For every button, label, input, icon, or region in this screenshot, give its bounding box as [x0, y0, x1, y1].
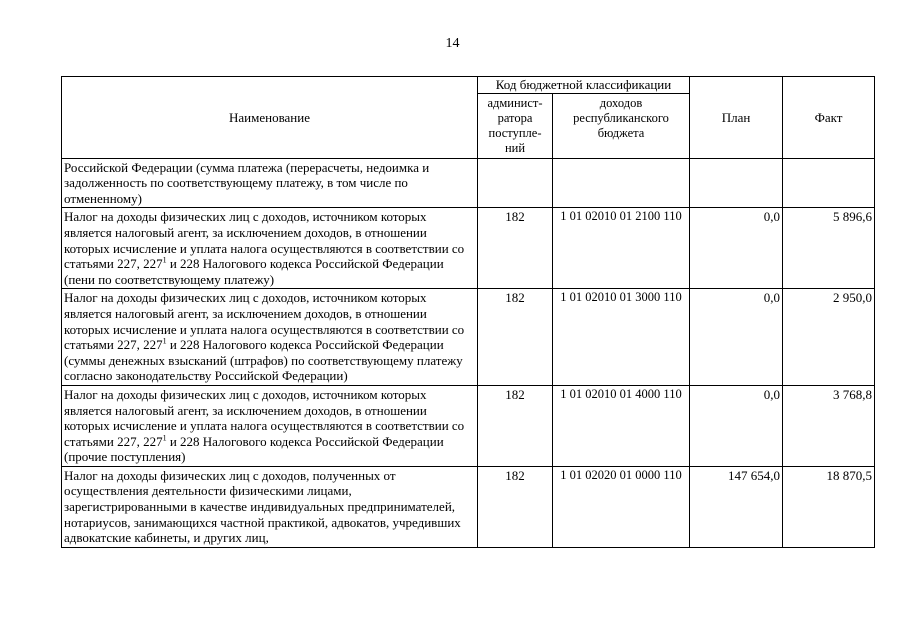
- row-revenue-code: 1 01 02010 01 4000 110: [553, 385, 690, 466]
- row-revenue-code: 1 01 02020 01 0000 110: [553, 466, 690, 547]
- header-administrator: админист-ратора поступле-ний: [478, 93, 553, 158]
- row-administrator-code: 182: [478, 385, 553, 466]
- row-name: [62, 208, 478, 289]
- row-administrator-code: [478, 158, 553, 208]
- table-row: [62, 208, 875, 289]
- row-plan: [690, 158, 783, 208]
- row-name-text-continued: и 228 Налогового кодекса Российской Федерации (суммы денежных взысканий (штрафов) по соответствующему платежу согласно законодательству Российской Федерации): [64, 337, 463, 384]
- row-name-text-continued: и 228 Налогового кодекса Российской Федерации (прочие поступления): [64, 433, 444, 465]
- table-row: [62, 385, 875, 466]
- row-administrator-code: 182: [478, 208, 553, 289]
- row-fact: 18 870,5: [783, 466, 875, 547]
- row-name: [62, 289, 478, 386]
- header-name: Наименование: [62, 77, 478, 159]
- header-plan: План: [690, 77, 783, 159]
- table-row: [62, 289, 875, 386]
- row-fact: [783, 158, 875, 208]
- row-name-text: Налог на доходы физических лиц с доходов, источником которых является налоговый агент, за исключением доходов, в отношении которых исчисление и уплата налога осуществляются в соответствии со статьями 227, 227: [64, 209, 465, 272]
- table-row: [62, 466, 875, 547]
- row-revenue-code: [553, 158, 690, 208]
- header-budget-code: Код бюджетной классификации: [478, 77, 690, 94]
- page-number: 14: [445, 36, 460, 51]
- budget-table: [61, 76, 875, 548]
- row-revenue-code: 1 01 02010 01 2100 110: [553, 208, 690, 289]
- header-revenue: доходов республиканского бюджета: [553, 93, 690, 158]
- row-plan: 0,0: [690, 289, 783, 386]
- header-fact: Факт: [783, 77, 875, 159]
- row-revenue-code: 1 01 02010 01 3000 110: [553, 289, 690, 386]
- row-name: [62, 466, 478, 547]
- row-name: [62, 385, 478, 466]
- row-name-text: Налог на доходы физических лиц с доходов, источником которых является налоговый агент, за исключением доходов, в отношении которых исчисление и уплата налога осуществляются в соответствии со статьями 227, 227: [64, 290, 465, 353]
- table-body: [62, 158, 875, 547]
- row-fact: 2 950,0: [783, 289, 875, 386]
- row-name-superscript: 1: [162, 433, 167, 443]
- row-administrator-code: 182: [478, 466, 553, 547]
- row-name-text: Налог на доходы физических лиц с доходов, источником которых является налоговый агент, за исключением доходов, в отношении которых исчисление и уплата налога осуществляются в соответствии со статьями 227, 227: [64, 386, 465, 449]
- row-name: [62, 158, 478, 208]
- row-name-text-continued: и 228 Налогового кодекса Российской Федерации (пени по соответствующему платежу): [64, 256, 444, 287]
- row-fact: 5 896,6: [783, 208, 875, 289]
- row-fact: 3 768,8: [783, 385, 875, 466]
- row-name-superscript: 1: [162, 336, 167, 346]
- row-plan: 0,0: [690, 208, 783, 289]
- row-name-superscript: 1: [162, 255, 167, 265]
- row-name-text: Налог на доходы физических лиц с доходов, полученных от осуществления деятельности физическими лицами, зарегистрированными в качестве индивидуальных предпринимателей, нотариусов, занимающихся частной практикой, адвокатов, учредивших адвокатские кабинеты, и других лиц,: [64, 467, 461, 546]
- table-row: [62, 158, 875, 208]
- row-plan: 0,0: [690, 385, 783, 466]
- row-name-text: Российской Федерации (сумма платежа (перерасчеты, недоимка и задолженность по соответствующему платежу, в том числе по отмененному): [64, 159, 430, 206]
- row-administrator-code: 182: [478, 289, 553, 386]
- row-plan: 147 654,0: [690, 466, 783, 547]
